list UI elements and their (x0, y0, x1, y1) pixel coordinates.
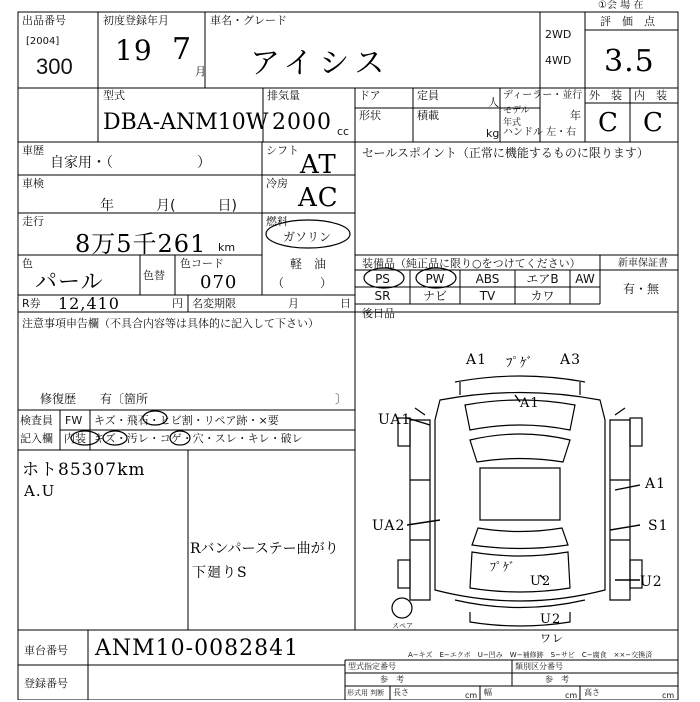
fuel-other: （ ） (272, 276, 333, 290)
length-cm: cm (465, 691, 478, 700)
equip-leather: カワ (530, 289, 555, 303)
note-bumper: Rバンパーステー曲がり (190, 541, 339, 557)
displacement: 2000 (272, 110, 332, 135)
dealer-label: ディーラー・並行 (503, 90, 583, 101)
sales-point-label: セールスポイント（正常に機能するものに限ります） (362, 146, 649, 160)
mark-right-u2: U2 (640, 574, 663, 590)
spare-label: スペア (392, 622, 413, 630)
chassis-label: 車台番号 (24, 644, 68, 657)
drive-2wd: 2WD (545, 28, 572, 41)
interior-label: 内 装 (634, 89, 667, 102)
repair-label: 修復歴 有〔箇所 (40, 392, 149, 406)
km-unit: km (218, 241, 236, 254)
mileage-value: 8万5千261 (75, 230, 207, 258)
entry-label: 記入欄 (20, 432, 53, 445)
equip-navi: ナビ (422, 289, 447, 303)
lot-number: 300 (36, 54, 73, 79)
height-cm: cm (662, 691, 675, 700)
top-right-text: ①会 場 在 (598, 0, 644, 11)
car-name: アイシス (250, 46, 391, 81)
legend: A−キズ E−エクボ U−凹み W−補修跡 S−サビ C−腐食 ××−交換済 (408, 651, 653, 659)
reg-month: 7 (172, 32, 193, 67)
category-ref: 参 考 (545, 675, 569, 684)
mark-bottom-u2: U2 (540, 612, 562, 627)
color-code-label: 色コード (180, 257, 224, 270)
equipment-label: 装備品（純正品に限り○をつけてください） (362, 257, 581, 270)
person-unit: 人 (488, 96, 499, 109)
tax-amount: 12,410 (58, 294, 120, 313)
fw-items: キズ・飛石・ヒビ割・リペア跡・×要 (94, 414, 279, 427)
size-label: 形式用 判断 (347, 689, 385, 697)
tax-month: 月 (288, 297, 299, 310)
fuel-diesel: 軽 油 (290, 257, 327, 271)
equip-airbag: エアB (526, 272, 559, 286)
color-change-label: 色替 (143, 269, 165, 282)
interior-row-label: 内装 (64, 432, 86, 445)
equip-sr: SR (374, 289, 391, 303)
yen-unit: 円 (172, 297, 183, 310)
mark-right-s1: S1 (648, 518, 669, 534)
mark-left-ua1: UA1 (378, 412, 412, 428)
fuel-label: 燃料 (266, 215, 288, 228)
shape-label: 形状 (359, 109, 381, 122)
inspection-label: 車検 (22, 177, 44, 190)
fw-label: FW (65, 414, 83, 427)
tax-day: 日 (340, 297, 351, 310)
model-year-label: モデル年式 (503, 106, 530, 128)
shift-label: シフト (266, 144, 299, 157)
color-label: 色 (22, 257, 33, 270)
equip-aw: AW (575, 272, 595, 286)
reg-year: 19 (115, 34, 153, 67)
length-label: 長さ (393, 688, 409, 697)
first-reg-label: 初度登録年月 (103, 14, 169, 27)
cooling-label: 冷房 (266, 177, 288, 190)
history-value: 自家用・（ ） (50, 155, 211, 171)
mark-top-a3: A3 (560, 352, 582, 368)
model-code: DBA-ANM10W (103, 110, 269, 135)
mark-rear-u2: U2 (530, 574, 552, 589)
equip-abs: ABS (475, 272, 500, 286)
door-label: ドア (359, 89, 381, 102)
exterior-label: 外 装 (589, 89, 622, 102)
color-value: パール (35, 270, 104, 295)
drive-4wd: 4WD (545, 54, 572, 67)
rating-label: 評 価 点 (600, 15, 655, 28)
chassis-value: ANM10-0082841 (95, 636, 300, 661)
notes-label: 注意事項申告欄（不具合内容等は具体的に記入して下さい） (22, 317, 319, 330)
mark-roof-a1: A1 (520, 396, 540, 411)
rating-value: 3.5 (604, 44, 655, 79)
category-label: 類別区分番号 (515, 662, 563, 671)
load-label: 積載 (417, 109, 439, 122)
shift-value: AT (300, 150, 337, 180)
mileage-label: 走行 (22, 215, 44, 228)
width-label: 幅 (484, 688, 492, 697)
mark-right-a1: A1 (645, 476, 667, 492)
lot-code: [2004] (26, 36, 60, 47)
note-odometer: ホト85307km (22, 460, 146, 480)
name-change-label: 名変期限 (192, 297, 236, 310)
cooling-value: AC (298, 183, 339, 213)
width-cm: cm (565, 691, 578, 700)
equip-pw: PW (425, 272, 445, 286)
note-underbody: 下廻りS (192, 565, 248, 581)
month-unit: 月 (195, 65, 206, 78)
equip-tv: TV (479, 289, 496, 303)
kg-unit: kg (486, 127, 500, 140)
mark-top-puge: ﾌﾟｹﾞ (506, 356, 534, 371)
mark-left-ua2: UA2 (372, 518, 406, 534)
mark-trunk-puge: ﾌﾟｹﾞ (490, 560, 517, 574)
designated-label: 型式指定番号 (348, 662, 396, 671)
capacity-label: 定員 (417, 89, 439, 102)
interior-items: キズ・汚レ・コゲ・穴・スレ・キレ・破レ (94, 432, 303, 445)
height-label: 高さ (584, 688, 600, 697)
exterior-grade: C (598, 108, 619, 138)
displacement-label: 排気量 (267, 89, 300, 102)
cc-unit: cc (337, 125, 350, 138)
interior-grade: C (643, 108, 664, 138)
model-label: 型式 (103, 89, 125, 102)
reg-number-label: 登録番号 (24, 677, 68, 690)
lot-label: 出品番号 (22, 14, 66, 27)
handle-label: ハンドル 左・右 (503, 127, 577, 138)
equip-ps: PS (375, 272, 390, 286)
rear-seat-label: 後日品 (362, 307, 395, 320)
mark-bottom-wa: ワレ (540, 632, 564, 645)
fuel-gas: ガソリン (283, 230, 332, 244)
car-name-label: 車名・グレード (210, 14, 287, 27)
r-ticket-label: R券 (22, 297, 41, 310)
history-label: 車歴 (22, 144, 44, 157)
warranty-label: 新車保証書 (618, 258, 668, 269)
color-code-value: 070 (200, 272, 238, 293)
inspection-value: 年 月( 日) (100, 198, 237, 214)
note-au: A.U (24, 482, 56, 500)
designated-ref: 参 考 (380, 675, 404, 684)
inspector-label: 検査員 (20, 414, 53, 427)
repair-close: 〕 (335, 392, 348, 406)
warranty-value: 有・無 (623, 282, 660, 296)
mark-top-a1: A1 (466, 352, 488, 368)
year-unit: 年 (570, 109, 581, 122)
